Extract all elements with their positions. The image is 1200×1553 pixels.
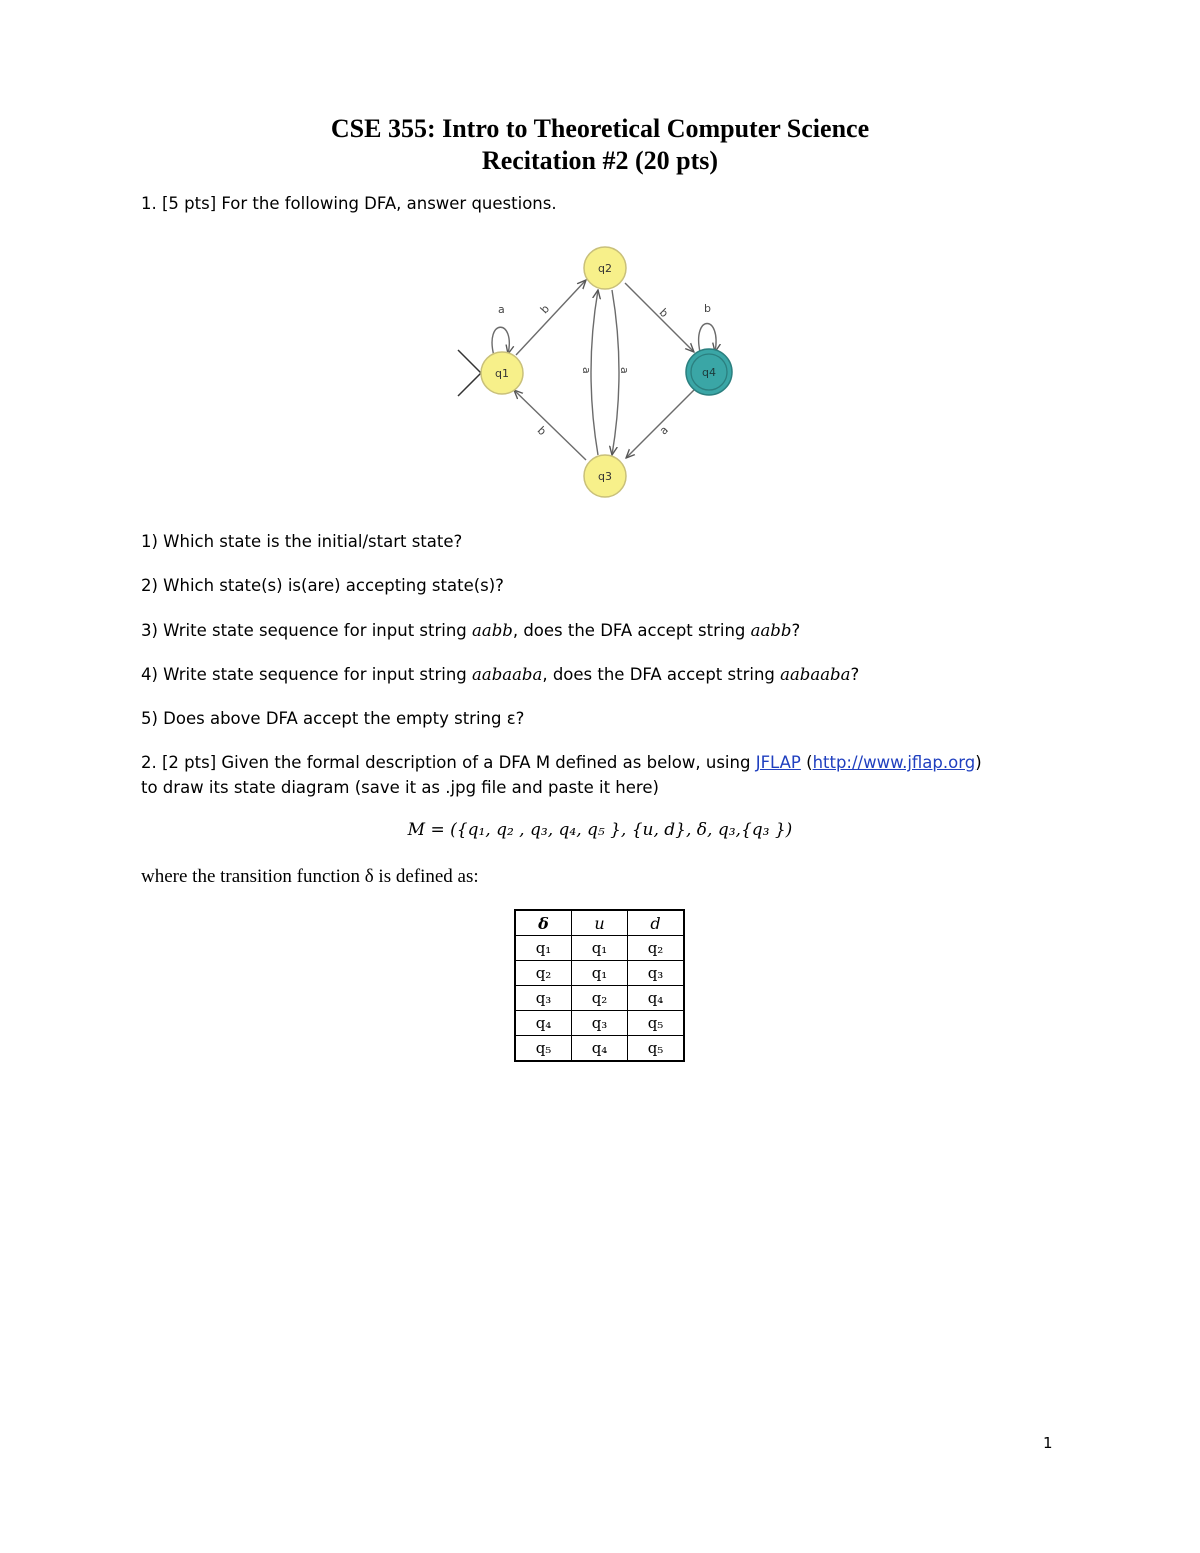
question-1-item-2 [141,575,504,597]
page-number: 1 [1043,1434,1053,1452]
edge-q1-q2 [516,280,586,355]
table-cell: q₄ [572,1036,628,1062]
state-q2 [584,247,626,289]
dfa-diagram [450,238,750,506]
question-1-header: 1. [5 pts] For the following DFA, answer questions. [141,194,557,213]
transition-table [514,909,685,1062]
item-1-text: 1) Which state is the initial/start state? [141,532,463,551]
table-cell: q₁ [515,936,572,961]
header-d: d [628,910,685,936]
table-header-row [515,910,684,936]
jflap-url-link[interactable]: http://www.jflap.org [812,753,976,772]
table-cell: q₅ [628,1011,685,1036]
table-cell: q₃ [628,961,685,986]
q2-mid: ( [800,753,813,772]
item-3-mid: , does the DFA accept string [512,621,751,640]
label-q3-q2: a [580,367,593,374]
question-1-item-5 [141,708,524,730]
label-q1-q2: b [537,302,553,317]
question-1-item-4 [141,664,859,686]
edge-q3-q1 [514,390,586,460]
table-cell: q₂ [628,936,685,961]
state-q1 [481,352,523,394]
table-cell: q₂ [572,986,628,1011]
state-q4-accepting [686,349,732,395]
state-q3 [584,455,626,497]
page-title: CSE 355: Intro to Theoretical Computer Science [330,114,870,143]
label-q4-loop: b [704,302,711,315]
question-1-item-3 [141,620,800,642]
table-cell: q₁ [572,936,628,961]
table-cell: q₃ [572,1011,628,1036]
label-q4-q3: a [656,423,671,438]
table-row [515,961,684,986]
table-cell: q₁ [572,961,628,986]
table-row [515,936,684,961]
item-4-end: ? [850,665,860,684]
state-q1-label: q1 [495,367,509,380]
item-4-text: 4) Write state sequence for input string [141,665,473,684]
state-q4-label: q4 [702,366,716,379]
state-q3-label: q3 [598,470,612,483]
table-cell: q₅ [515,1036,572,1062]
label-q2-q3: a [618,367,631,374]
item-5-text: 5) Does above DFA accept the empty string ε? [141,709,525,728]
item-3-text: 3) Write state sequence for input string [141,621,473,640]
q2-text: 2. [2 pts] Given the formal description of a DFA M defined as below, using [141,753,756,772]
question-1-item-1 [141,531,462,553]
dfa-formula: M = ({q₁, q₂ , q₃, q₄, q₅ }, {u, d}, δ, q₃,{q₃ }) [407,820,793,840]
table-cell: q₄ [628,986,685,1011]
table-row [515,986,684,1011]
question-2-line-1 [141,752,982,774]
edge-q4-loop [699,324,716,353]
table-row [515,1036,684,1062]
item-2-text: 2) Which state(s) is(are) accepting state(s)? [141,576,504,595]
label-q3-q1: b [534,423,549,439]
jflap-link[interactable]: JFLAP [755,753,801,772]
start-arrow [458,350,481,396]
edge-q2-q3 [612,290,619,455]
table-cell: q₂ [515,961,572,986]
header-u: u [572,910,628,936]
label-q2-q4: b [656,305,671,321]
state-q2-label: q2 [598,262,612,275]
table-cell: q₃ [515,986,572,1011]
item-3-string-2: aabb [750,621,792,640]
q2-end: ) [975,753,982,772]
page-subtitle: Recitation #2 (20 pts) [481,146,719,175]
item-4-string-2: aabaaba [780,665,851,684]
header-delta: δ [515,910,572,936]
transition-intro: where the transition function δ is defined as: [141,866,479,887]
question-2-line-2: to draw its state diagram (save it as .jpg file and paste it here) [141,778,659,797]
item-3-string: aabb [472,621,513,640]
table-row [515,1011,684,1036]
item-3-end: ? [791,621,801,640]
table-cell: q₄ [515,1011,572,1036]
item-4-string: aabaaba [472,665,543,684]
table-cell: q₅ [628,1036,685,1062]
item-4-mid: , does the DFA accept string [542,665,781,684]
label-q1-loop: a [498,303,505,316]
